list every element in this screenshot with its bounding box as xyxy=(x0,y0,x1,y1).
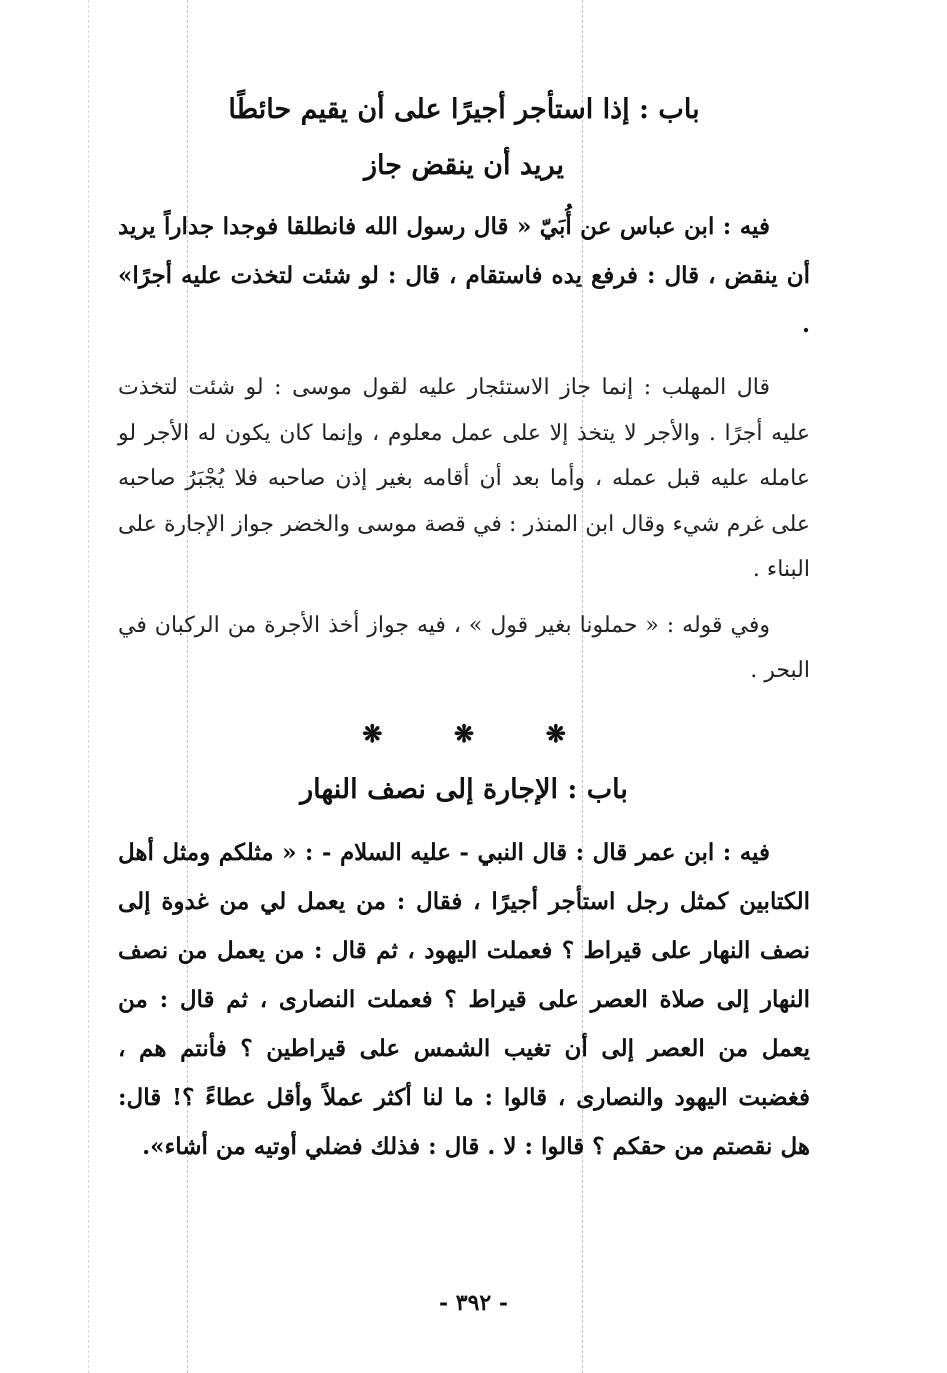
asterism-star: ❋ xyxy=(362,718,383,748)
page-number: - ٣٩٢ - xyxy=(438,1290,509,1316)
section-separator xyxy=(118,714,810,754)
scan-fold-line xyxy=(88,0,89,1373)
chapter-title-line2: يريد أن ينقض جاز xyxy=(364,150,564,181)
hadith-text: فيه : ابن عمر قال : قال النبي - عليه السلام - : « مثلكم ومثل أهل الكتابين كمثل رجل استأجر أجيرًا ، فقال : من يعمل لي من غدوة إلى نصف النهار على قيراط ؟ فعملت اليهود ، ثم قال : من يعمل من نصف النهار إلى صلاة العصر على قيراط ؟ فعملت النصارى ، ثم قال : من يعمل من العصر إلى أن تغيب الشمس على قيراطين ؟ فأنتم هم ، فغضبت اليهود والنصارى ، قالوا : ما لنا أكثر عملاً وأقل عطاءً ؟! قال: هل نقصتم من حقكم ؟ قالوا : لا . قال : فذلك فضلي أوتيه من أشاء». xyxy=(118,838,810,1160)
chapter-title-line1: باب : إذا استأجر أجيرًا على أن يقيم حائطًا xyxy=(228,94,700,125)
commentary-paragraph: وفي قوله : « حملونا بغير قول » ، فيه جواز أخذ الأجرة من الركبان في البحر . xyxy=(118,612,810,683)
asterism-star: ❋ xyxy=(545,718,566,748)
asterism-star: ❋ xyxy=(453,718,475,748)
page-content xyxy=(118,82,810,1171)
chapter-title: باب : الإجارة إلى نصف النهار xyxy=(300,773,628,805)
hadith-text: فيه : ابن عباس عن أُبَيّ « قال رسول الله فانطلقا فوجدا جداراً يريد أن ينقض ، قال : فرفع يده فاستقام ، قال : لو شئت لتخذت عليه أجرًا» . xyxy=(118,213,810,338)
commentary-paragraph: قال المهلب : إنما جاز الاستئجار عليه لقول موسى : لو شئت لتخذت عليه أجرًا . والأجر لا يتخذ إلا على عمل معلوم ، وإنما كان يكون له الأجر لو عامله عليه قبل عمله ، وأما بعد أن أقامه بغير إذن صاحبه فلا يُجْبَرُ صاحبه على غرم شيء وقال ابن المنذر : في قصة موسى والخضر جواز الإجارة على البناء . xyxy=(118,375,810,582)
